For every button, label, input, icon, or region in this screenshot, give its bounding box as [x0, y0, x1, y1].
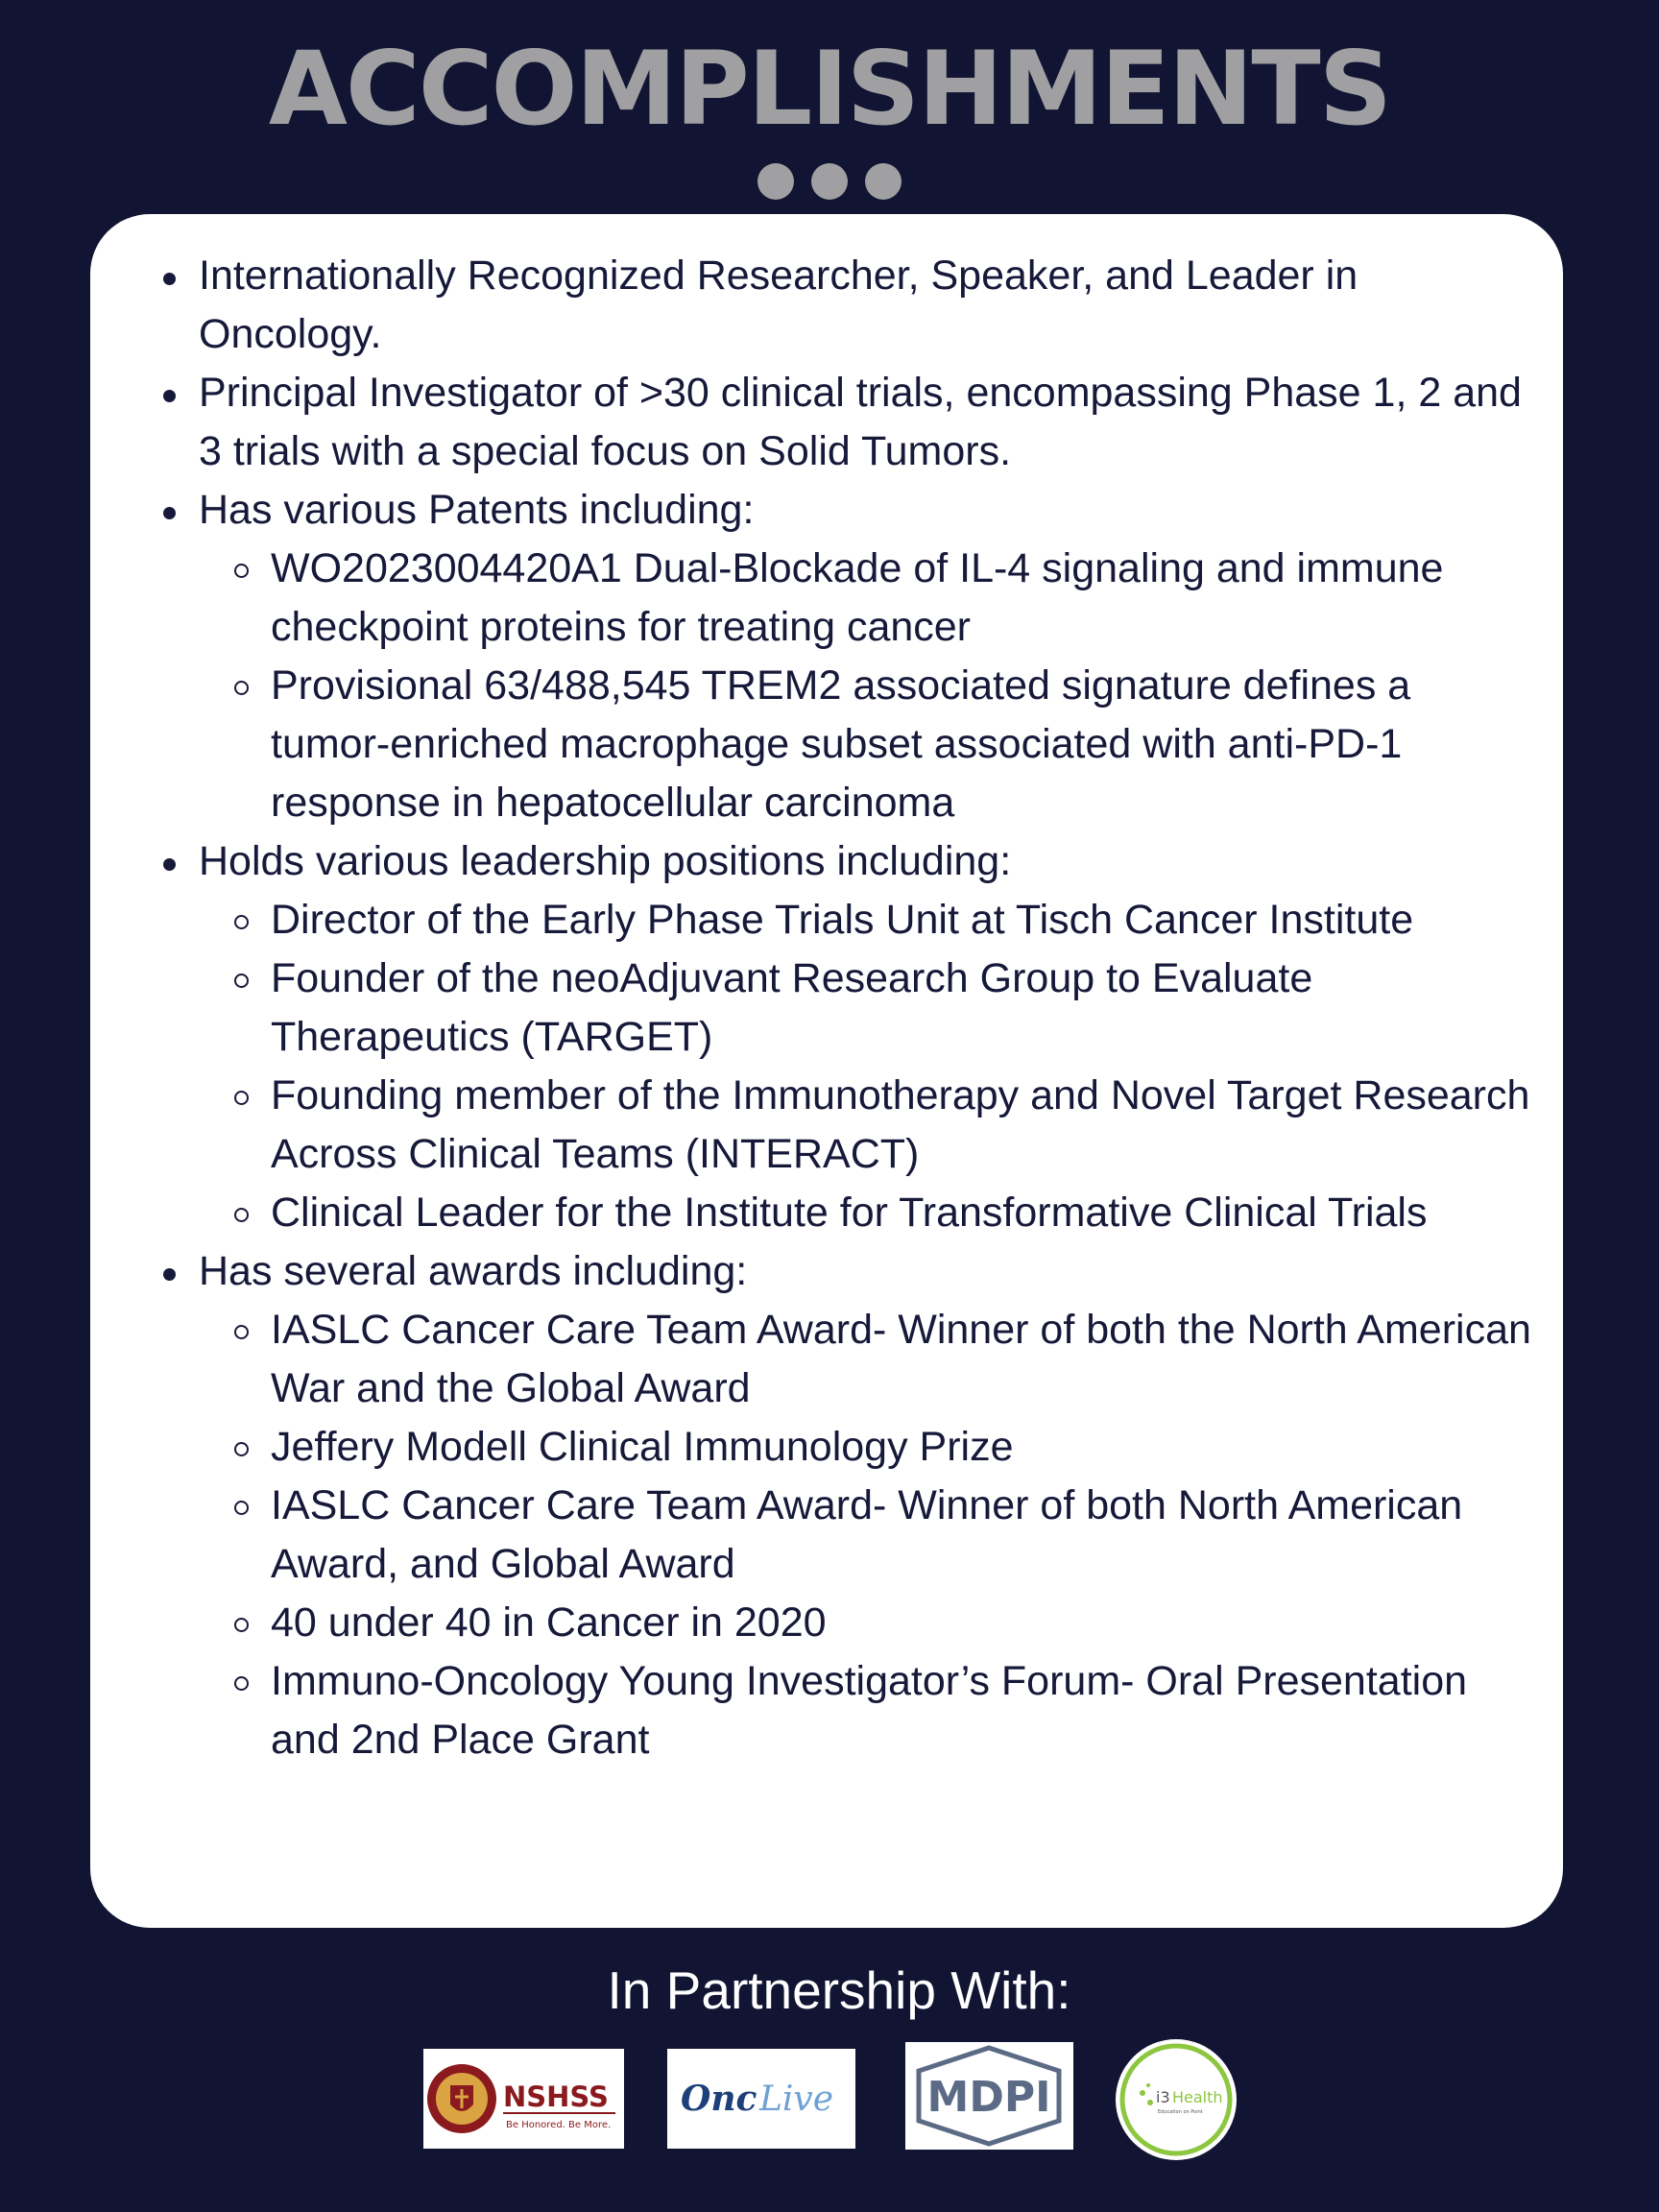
list-item: [90, 832, 1534, 891]
svg-text:MDPI: MDPI: [926, 2073, 1051, 2122]
item-text: Holds various leadership positions including:: [199, 838, 1012, 884]
bullet-icon: [163, 1268, 176, 1281]
item-text: Internationally Recognized Researcher, Speaker, and Leader in Oncology.: [199, 252, 1358, 357]
item-text: Principal Investigator of >30 clinical trials, encompassing Phase 1, 2 and 3 trials with a special focus on Solid Tumors.: [199, 370, 1522, 474]
svg-text:Be Honored. Be More.: Be Honored. Be More.: [506, 2120, 612, 2130]
bullet-icon: [163, 273, 176, 285]
nshss-logo: [423, 2049, 624, 2149]
sub-list-item: [90, 1418, 1534, 1477]
decorative-dots: [0, 163, 1659, 200]
bullet-icon: [163, 507, 176, 519]
item-text: Provisional 63/488,545 TREM2 associated signature defines a tumor-enriched macrophage subset associated with anti-PD-1 response in hepatocellular carcinoma: [271, 662, 1411, 826]
svg-text:i3: i3: [1156, 2088, 1170, 2106]
sub-list-item: [90, 1652, 1534, 1769]
sub-list-item: [90, 950, 1534, 1067]
circle-bullet-icon: [234, 1325, 249, 1339]
item-text: IASLC Cancer Care Team Award- Winner of both the North American War and the Global Award: [271, 1307, 1531, 1411]
circle-bullet-icon: [234, 681, 249, 695]
item-text: Has several awards including:: [199, 1248, 748, 1294]
circle-bullet-icon: [234, 974, 249, 988]
bullet-icon: [163, 390, 176, 402]
partner-logos: [0, 2039, 1659, 2154]
page-title: ACCOMPLISHMENTS: [268, 30, 1391, 148]
item-text: Immuno-Oncology Young Investigator’s Forum- Oral Presentation and 2nd Place Grant: [271, 1658, 1468, 1763]
sub-list-item: [90, 540, 1534, 657]
item-text: WO2023004420A1 Dual-Blockade of IL-4 signaling and immune checkpoint proteins for treating cancer: [271, 545, 1444, 650]
item-text: IASLC Cancer Care Team Award- Winner of both North American Award, and Global Award: [271, 1482, 1463, 1587]
sub-list-item: [90, 1301, 1534, 1418]
circle-bullet-icon: [234, 1442, 249, 1456]
dot: [757, 163, 794, 200]
circle-bullet-icon: [234, 1676, 249, 1691]
accomplishments-card: [90, 214, 1563, 1928]
svg-text:NSHSS: NSHSS: [503, 2080, 609, 2113]
list-item: [90, 481, 1534, 540]
partnership-heading: In Partnership With:: [607, 1960, 1071, 2020]
item-text: 40 under 40 in Cancer in 2020: [271, 1599, 827, 1646]
onclive-logo: [667, 2049, 855, 2149]
sub-list-item: [90, 1184, 1534, 1242]
mdpi-logo: [905, 2042, 1073, 2150]
list-item: [90, 364, 1534, 481]
circle-bullet-icon: [234, 915, 249, 929]
item-text: Director of the Early Phase Trials Unit at Tisch Cancer Institute: [271, 897, 1414, 943]
svg-text:Onc: Onc: [681, 2079, 757, 2119]
circle-bullet-icon: [234, 1208, 249, 1222]
list-item: [90, 247, 1534, 364]
i3health-logo: [1116, 2039, 1237, 2160]
circle-bullet-icon: [234, 564, 249, 578]
circle-bullet-icon: [234, 1501, 249, 1515]
circle-bullet-icon: [234, 1091, 249, 1105]
svg-text:Live: Live: [759, 2080, 834, 2119]
list-item: [90, 1242, 1534, 1301]
svg-text:Health: Health: [1172, 2088, 1223, 2106]
item-text: Jeffery Modell Clinical Immunology Prize: [271, 1424, 1014, 1470]
sub-list-item: [90, 657, 1534, 832]
dot: [811, 163, 848, 200]
item-text: Has various Patents including:: [199, 487, 755, 533]
sub-list-item: [90, 891, 1534, 950]
accomplishments-list: [90, 247, 1534, 1769]
dot: [865, 163, 902, 200]
svg-text:Education on Point: Education on Point: [1158, 2109, 1203, 2115]
sub-list-item: [90, 1594, 1534, 1652]
circle-bullet-icon: [234, 1618, 249, 1632]
item-text: Clinical Leader for the Institute for Transformative Clinical Trials: [271, 1190, 1428, 1236]
item-text: Founder of the neoAdjuvant Research Group to Evaluate Therapeutics (TARGET): [271, 955, 1313, 1060]
bullet-icon: [163, 858, 176, 871]
sub-list-item: [90, 1067, 1534, 1184]
sub-list-item: [90, 1477, 1534, 1594]
item-text: Founding member of the Immunotherapy and Novel Target Research Across Clinical Teams (INTERACT): [271, 1072, 1530, 1177]
